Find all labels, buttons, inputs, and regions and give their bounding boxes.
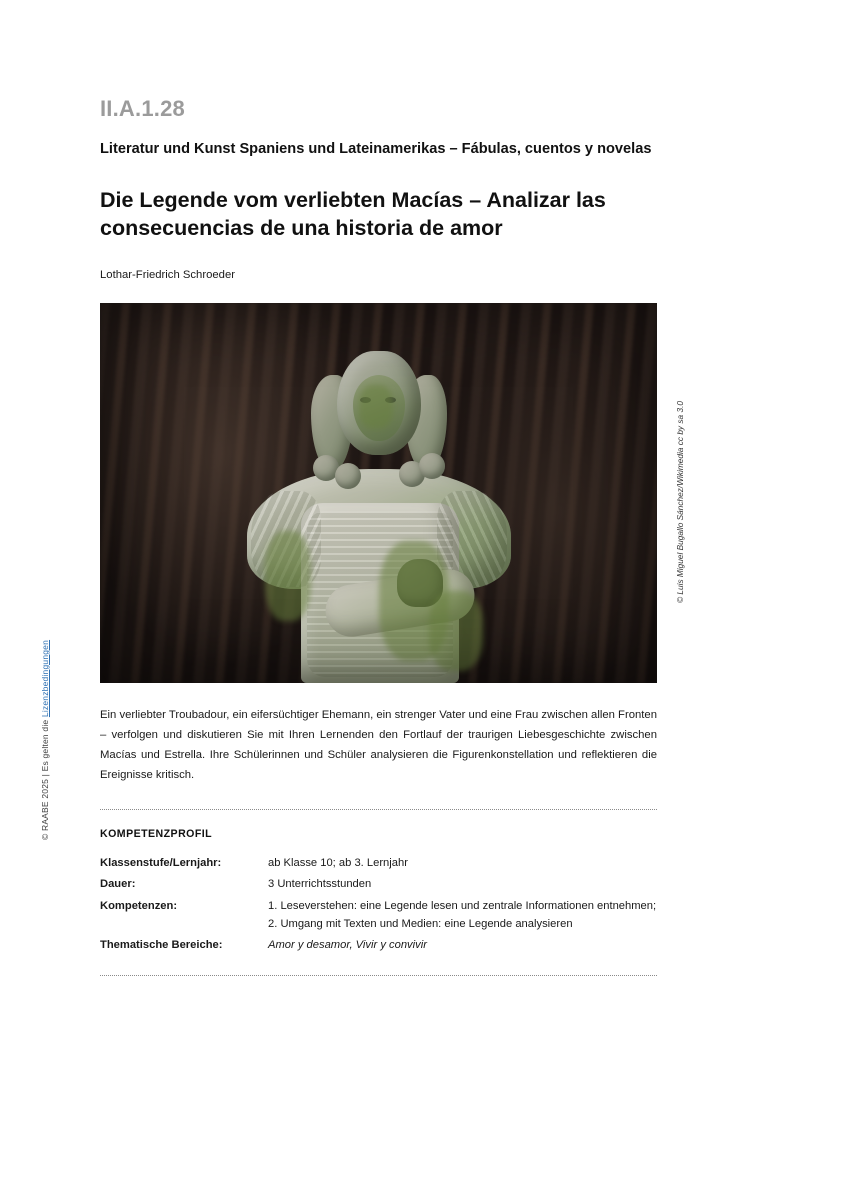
divider-bottom [100,975,657,976]
image-credit: © Luis Miguel Bugallo Sánchez/Wikimedia cc by sa 3.0 [675,400,685,603]
competence-table [100,854,657,957]
license-link[interactable]: Lizenzbedingungen [40,639,50,718]
cover-image [100,303,657,683]
table-row [100,897,657,936]
table-row [100,936,657,957]
page-title: Die Legende vom verliebten Macías – Analizar las consecuencias de una historia de amor [100,187,606,241]
row-label: Kompetenzen: [100,899,178,912]
left-rail [30,0,60,1200]
row-label: Klassenstufe/Lernjahr: [100,857,222,870]
image-vignette [100,303,657,683]
copyright-text: © RAABE 2025 | Es gelten die [40,717,50,841]
table-row [100,854,657,875]
page-content [100,0,760,976]
copyright-notice [40,640,50,840]
series-subtitle: Literatur und Kunst Spaniens und Lateinamerikas – Fábulas, cuentos y novelas [100,141,652,157]
author-name: Lothar-Friedrich Schroeder [100,268,235,281]
figure-wrapper [100,303,685,683]
row-value: ab Klasse 10; ab 3. Lernjahr [268,857,408,870]
document-code: II.A.1.28 [100,96,185,121]
row-value: 3 Unterrichtsstunden [268,878,372,891]
row-value: 1. Leseverstehen: eine Legende lesen und zentrale Informationen entnehmen; 2. Umgang mit Texten und Medien: eine Legende analysieren [268,899,657,930]
row-label: Thematische Bereiche: [100,938,223,951]
intro-paragraph: Ein verliebter Troubadour, ein eifersüchtiger Ehemann, ein strenger Vater und eine Frau zwischen allen Fronten – verfolgen und diskutieren Sie mit Ihren Lernenden den Fortlauf der traurigen Liebesgeschichte zwischen Macías und Estrella. Ihre Schülerinnen und Schüler analysieren die Figurenkonstellation und reflektieren die Ereignisse kritisch. [100,708,657,782]
competence-heading: KOMPETENZPROFIL [100,828,213,841]
row-label: Dauer: [100,878,136,891]
row-value: Amor y desamor, Vivir y convivir [268,938,427,951]
table-row [100,875,657,896]
divider-top [100,809,657,810]
